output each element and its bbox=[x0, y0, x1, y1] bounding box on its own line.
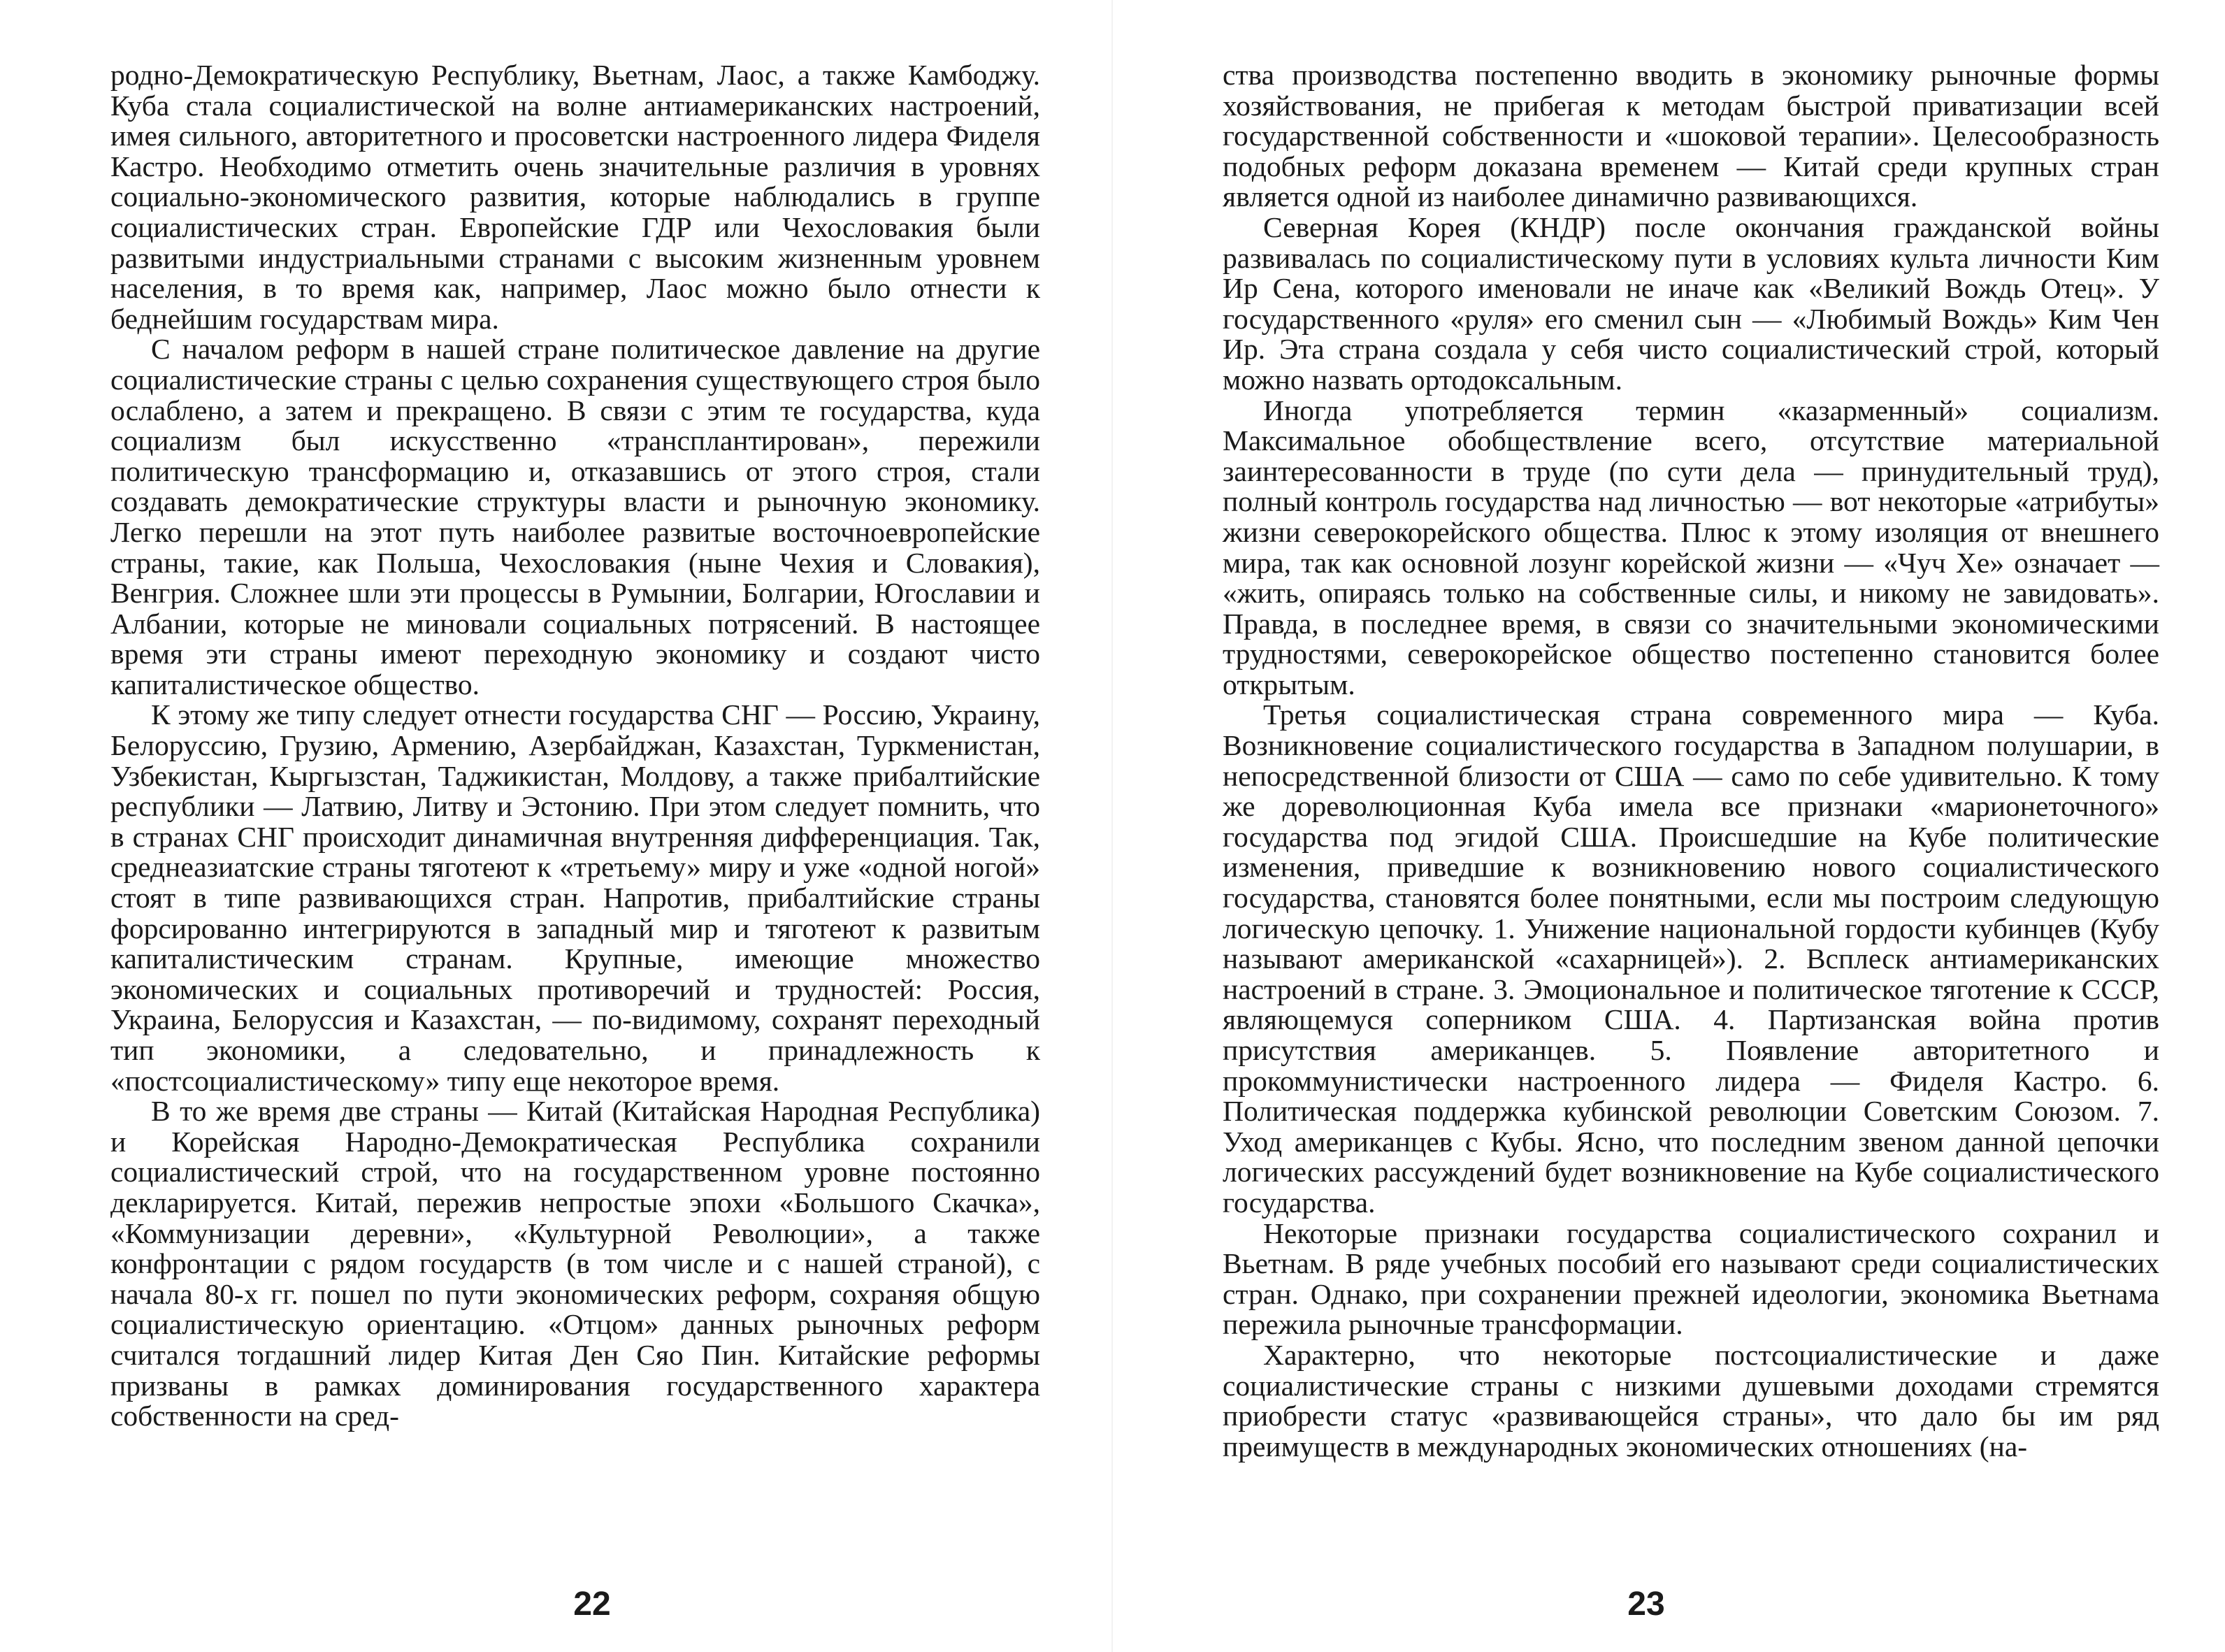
right-page-number: 23 bbox=[1627, 1586, 1665, 1623]
left-page-text-column bbox=[110, 60, 1040, 1432]
right-paragraph-4: Третья социалистическая страна современного мира — Куба. Возникновение социалистического государства в Западном полушарии, в непосредственной близости от США — само по себе удивительно. К тому же дореволюционная Куба имела все признаки «марионеточного» государства под эгидой США. Происшедшие на Кубе политические изменения, приведшие к возникновению нового социалистического государства, становятся более понятными, если мы построим следующую логическую цепочку. 1. Унижение национальной гордости кубинцев (Кубу называют американской «сахарницей»). 2. Всплеск антиамериканских настроений в стране. 3. Эмоциональное и политическое тяготение к СССР, являющемуся соперником США. 4. Партизанская война против присутствия американцев. 5. Появление авторитетного и прокоммунистически настроенного лидера — Фиделя Кастро. 6. Политическая поддержка кубинской революции Советским Союзом. 7. Уход американцев с Кубы. Ясно, что последним звеном данной цепочки логических рассуждений будет возникновение на Кубе социалистического государства. bbox=[1223, 698, 2159, 1219]
left-page bbox=[0, 0, 1112, 1652]
right-paragraph-3: Иногда употребляется термин «казарменный» социализм. Максимальное обобществление всего, отсутствие материальной заинтересованности в труде (по сути дела — принудительный труд), полный контроль государства над личностью — вот некоторые «атрибуты» жизни северокорейского общества. Плюс к этому изоляция от внешнего мира, так как основной лозунг корейской жизни — «Чуч Хе» означает — «жить, опираясь только на собственные силы, и никому не завидовать». Правда, в последнее время, в связи со значительными экономическими трудностями, северокорейское общество постепенно становится более открытым. bbox=[1223, 394, 2159, 701]
left-paragraph-2: С началом реформ в нашей стране политическое давление на другие социалистические страны с целью сохранения существующего строя было ослаблено, а затем и прекращено. В связи с этим те государства, куда социализм был искусственно «трансплантирован», пережили политическую трансформацию и, отказавшись от этого строя, стали создавать демократические структуры власти и рыночную экономику. Легко перешли на этот путь наиболее развитые восточноевропейские страны, такие, как Польша, Чехословакия (ныне Чехия и Словакия), Венгрия. Сложнее шли эти процессы в Румынии, Болгарии, Югославии и Албании, которые не миновали социальных потрясений. В настоящее время эти страны имеют переходную экономику и создают чисто капиталистическое общество. bbox=[110, 333, 1040, 701]
left-paragraph-4: В то же время две страны — Китай (Китайская Народная Республика) и Корейская Народно-Демократическая Республика сохранили социалистический строй, что на государственном уровне постоянно декларируется. Китай, пережив непростые эпохи «Большого Скачка», «Коммунизации деревни», «Культурной Революции», а также конфронтации с рядом государств (в том числе и с нашей страной), с начала 80-х гг. пошел по пути экономических реформ, сохраняя общую социалистическую ориентацию. «Отцом» данных рыночных реформ считался тогдашний лидер Китая Ден Сяо Пин. Китайские реформы призваны в рамках доминирования государственного характера собственности на сред- bbox=[110, 1095, 1040, 1432]
left-paragraph-3: К этому же типу следует отнести государства СНГ — Россию, Украину, Белоруссию, Грузию, Армению, Азербайджан, Казахстан, Туркменистан, Узбекистан, Кыргызстан, Таджикистан, Молдову, а также прибалтийские республики — Латвию, Литву и Эстонию. При этом следует помнить, что в странах СНГ происходит динамичная внутренняя дифференциация. Так, среднеазиатские страны тяготеют к «третьему» миру и уже «одной ногой» стоят в типе развивающихся стран. Напротив, прибалтийские страны форсированно интегрируются в западный мир и тяготеют к развитым капиталистическим странам. Крупные, имеющие множество экономических и социальных противоречий и трудностей: Россия, Украина, Белоруссия и Казахстан, — по-видимому, сохранят переходный тип экономики, а следовательно, и принадлежность к «постсоциалистическому» типу еще некоторое время. bbox=[110, 698, 1040, 1097]
left-page-number: 22 bbox=[573, 1586, 611, 1623]
right-paragraph-2: Северная Корея (КНДР) после окончания гражданской войны развивалась по социалистическому пути в условиях культа личности Ким Ир Сена, которого именовали не иначе как «Великий Вождь Отец». У государственного «руля» его сменил сын — «Любимый Вождь» Ким Чен Ир. Эта страна создала у себя чисто социалистический строй, который можно назвать ортодоксальным. bbox=[1223, 210, 2159, 396]
right-paragraph-6: Характерно, что некоторые постсоциалистические и даже социалистические страны с низкими душевыми доходами стремятся приобрести статус «развивающейся страны», что дало бы им ряд преимуществ в международных экономических отношениях (на- bbox=[1223, 1338, 2159, 1463]
right-page-text-column bbox=[1223, 60, 2159, 1462]
right-page bbox=[1112, 0, 2225, 1652]
left-paragraph-1: родно-Демократическую Республику, Вьетнам, Лаос, а также Камбоджу. Куба стала социалистической на волне антиамериканских настроений, имея сильного, авторитетного и просоветски настроенного лидера Фиделя Кастро. Необходимо отметить очень значительные различия в уровнях социально-экономического развития, которые наблюдались в группе социалистических стран. Европейские ГДР или Чехословакия были развитыми индустриальными странами с высоким жизненным уровнем населения, в то время как, например, Лаос можно было отнести к беднейшим государствам мира. bbox=[110, 59, 1040, 335]
right-paragraph-5: Некоторые признаки государства социалистического сохранил и Вьетнам. В ряде учебных пособий его называют среди социалистических стран. Однако, при сохранении прежней идеологии, экономика Вьетнама пережила рыночные трансформации. bbox=[1223, 1216, 2159, 1341]
right-paragraph-1: ства производства постепенно вводить в экономику рыночные формы хозяйствования, не прибегая к методам быстрой приватизации всей государственной собственности и «шоковой терапии». Целесообразность подобных реформ доказана временем — Китай среди крупных стран является одной из наиболее динамично развивающихся. bbox=[1223, 59, 2159, 213]
